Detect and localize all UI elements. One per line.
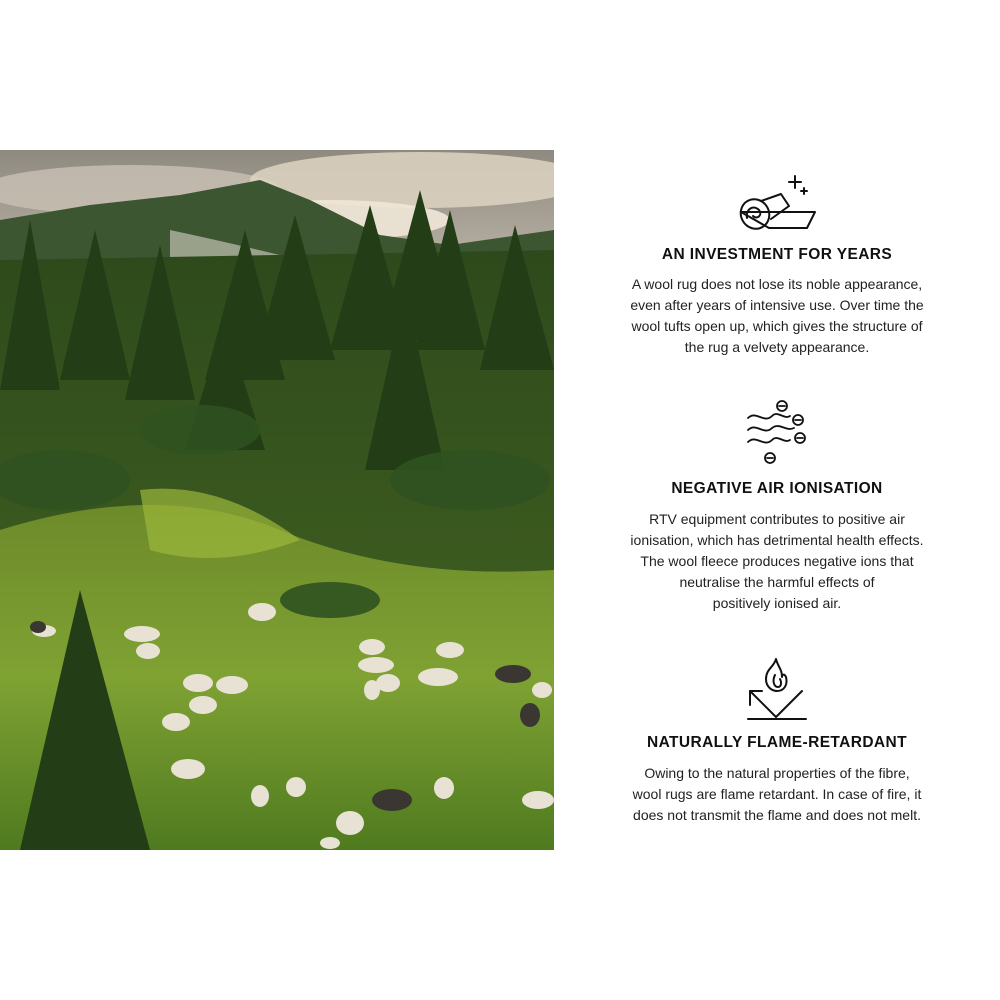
feature-description: Owing to the natural properties of the fibre, wool rugs are flame retardant. In case of fire, it does not transmit the flame and does not melt. bbox=[632, 765, 922, 823]
feature-title: AN INVESTMENT FOR YEARS bbox=[661, 246, 893, 263]
feature-title: NATURALLY FLAME-RETARDANT bbox=[647, 734, 907, 751]
feature-description: A wool rug does not lose its noble appearance, even after years of intensive use. Over time the wool tufts open up, which gives the structure of the rug a velvety appearance. bbox=[630, 276, 924, 355]
negative-ions-icon bbox=[744, 400, 810, 468]
flame-retardant-icon bbox=[744, 655, 810, 725]
meadow-photo bbox=[0, 150, 554, 850]
rolled-rug-icon bbox=[737, 172, 817, 240]
feature-description: RTV equipment contributes to positive air ionisation, which has detrimental health effects. The wool fleece produces negative ions that neutralise the harmful effects of positively ionised air. bbox=[630, 511, 924, 611]
feature-title: NEGATIVE AIR IONISATION bbox=[671, 480, 883, 497]
feature-investment bbox=[596, 172, 958, 358]
feature-flame-retardant bbox=[596, 655, 958, 826]
feature-ionisation bbox=[596, 400, 958, 614]
